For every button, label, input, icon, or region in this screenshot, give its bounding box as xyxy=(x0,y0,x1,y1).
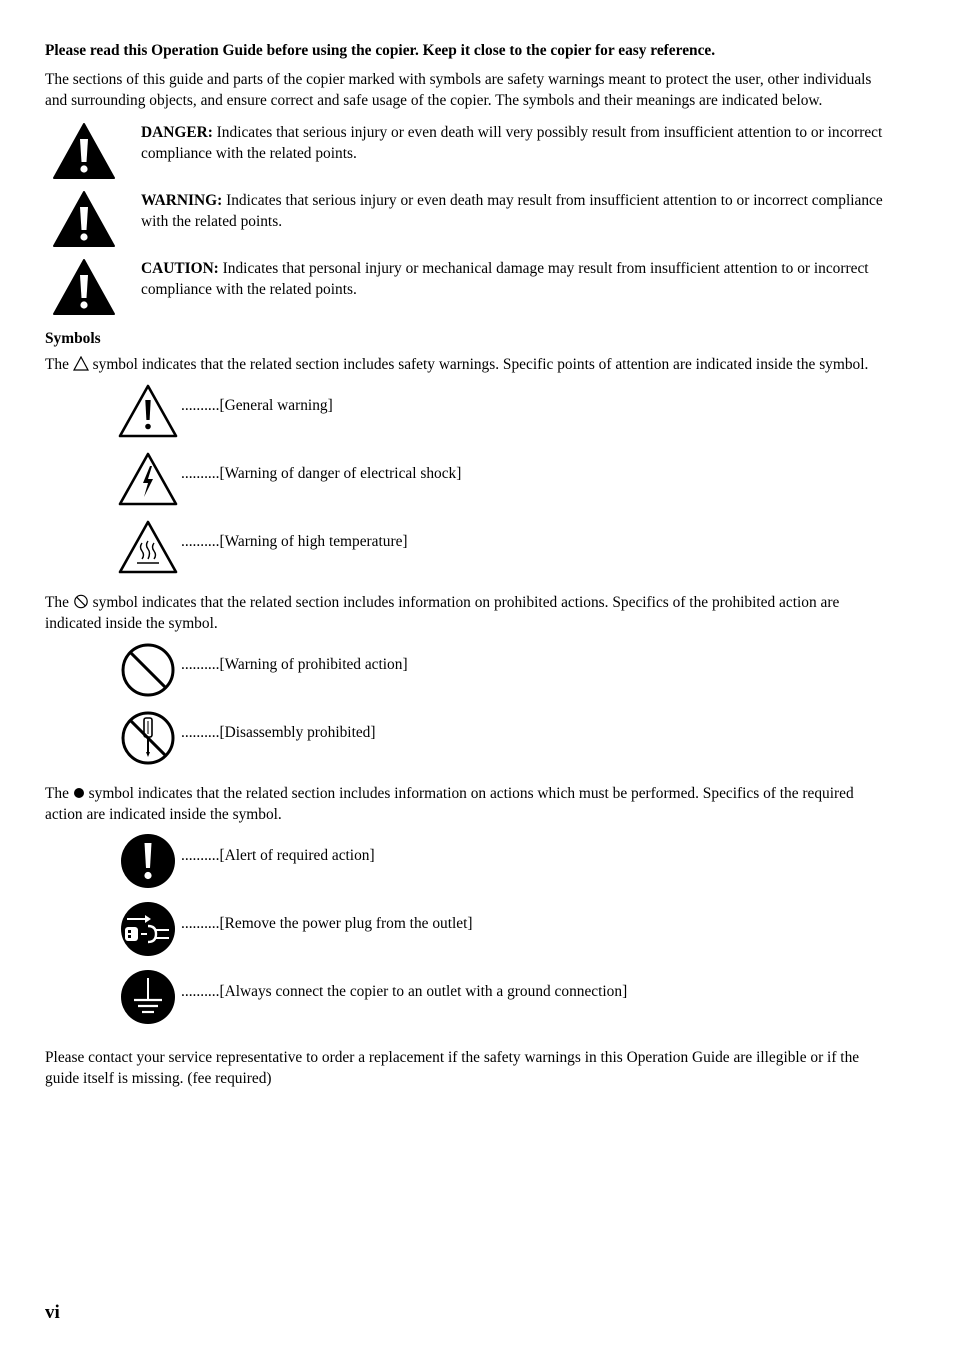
list-item xyxy=(45,969,890,1037)
hazard-levels xyxy=(45,120,890,324)
electric-shock-icon xyxy=(117,451,179,507)
remove-plug-icon xyxy=(117,901,179,957)
disassembly-prohibited-icon xyxy=(117,710,179,766)
required-symbol-paragraph xyxy=(45,783,890,825)
triangle-symbol-list xyxy=(45,383,890,587)
symbol-label: ..........[Warning of prohibited action] xyxy=(181,656,408,673)
general-warning-icon xyxy=(117,383,179,439)
level-description: Indicates that serious injury or even death may result from insufficient attention to or incorrect compliance with the related points. xyxy=(141,192,883,230)
high-temperature-icon xyxy=(117,519,179,575)
required-action-icon xyxy=(117,833,179,889)
prohibited-action-icon xyxy=(117,642,179,698)
symbol-label: ..........[Always connect the copier to an outlet with a ground connection] xyxy=(181,983,628,1000)
replacement-notice: Please contact your service representative to order a replacement if the safety warnings in this Operation Guide are illegible or if the guide itself is missing. (fee required) xyxy=(45,1049,860,1087)
prohibit-symbol-paragraph xyxy=(45,592,890,634)
prohibit-symbol-list xyxy=(45,642,890,778)
level-description: Indicates that personal injury or mechanical damage may result from insufficient attention to or incorrect compliance with the related points. xyxy=(141,260,869,298)
list-item xyxy=(45,901,890,969)
level-caution xyxy=(45,256,890,324)
level-description: Indicates that serious injury or even death will very possibly result from insufficient attention to or incorrect compliance with the related points. xyxy=(141,124,883,162)
list-item xyxy=(45,451,890,519)
danger-triangle-icon xyxy=(52,122,116,180)
filled-circle-icon xyxy=(73,785,85,800)
para-text: symbol indicates that the related section includes information on actions which must be performed. Specifics of the required action are indicated inside the symbol. xyxy=(45,785,854,823)
level-danger xyxy=(45,120,890,188)
list-item xyxy=(45,833,890,901)
intro-paragraph: The sections of this guide and parts of the copier marked with symbols are safety warnings meant to protect the user, other individuals and surrounding objects, and ensure correct and safe usage of the copier. The symbols and their meanings are indicated below. xyxy=(45,71,872,109)
symbol-label: ..........[Warning of high temperature] xyxy=(181,533,408,550)
symbol-label: ..........[Disassembly prohibited] xyxy=(181,724,376,741)
level-warning xyxy=(45,188,890,256)
symbol-label: ..........[Alert of required action] xyxy=(181,847,375,864)
warning-triangle-icon xyxy=(52,190,116,248)
symbol-label: ..........[Warning of danger of electrical shock] xyxy=(181,465,462,482)
symbol-label: ..........[Remove the power plug from the outlet] xyxy=(181,915,473,932)
level-label: DANGER: xyxy=(141,124,213,141)
level-label: WARNING: xyxy=(141,192,223,209)
caution-triangle-icon xyxy=(52,258,116,316)
symbols-heading: Symbols xyxy=(45,330,101,347)
page-content xyxy=(45,40,890,1089)
para-text: symbol indicates that the related section includes information on prohibited actions. Specifics of the prohibited action are indicated inside the symbol. xyxy=(45,594,840,632)
triangle-symbol-paragraph xyxy=(45,354,890,375)
prohibit-symbol-icon xyxy=(73,594,89,609)
list-item xyxy=(45,383,890,451)
para-text: The xyxy=(45,356,73,373)
level-label: CAUTION: xyxy=(141,260,219,277)
symbol-label: ..........[General warning] xyxy=(181,397,333,414)
ground-connection-icon xyxy=(117,969,179,1025)
intro-notice: Please read this Operation Guide before using the copier. Keep it close to the copier for easy reference. xyxy=(45,42,716,59)
required-symbol-list xyxy=(45,833,890,1037)
page-number: vi xyxy=(45,1302,60,1323)
para-text: The xyxy=(45,594,73,611)
triangle-symbol-icon xyxy=(73,356,89,371)
para-text: The xyxy=(45,785,73,802)
list-item xyxy=(45,710,890,778)
list-item xyxy=(45,519,890,587)
para-text: symbol indicates that the related section includes safety warnings. Specific points of attention are indicated inside the symbol. xyxy=(88,356,869,373)
list-item xyxy=(45,642,890,710)
